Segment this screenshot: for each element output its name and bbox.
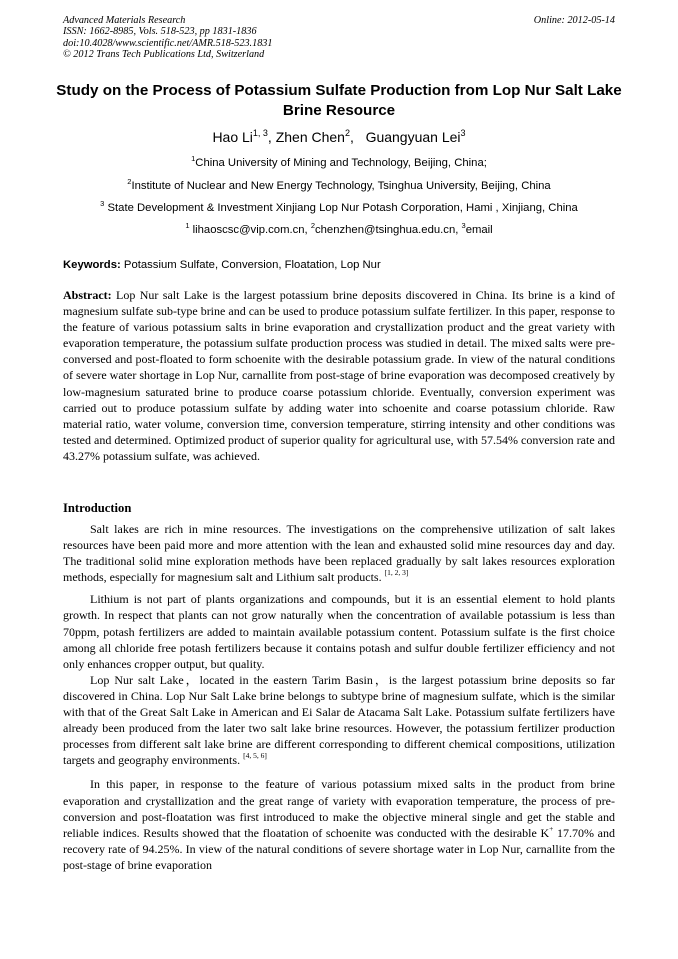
affiliation-text: Institute of Nuclear and New Energy Technology, Tsinghua University, Beijing, China (131, 180, 551, 192)
author-affiliation-mark: 2 (344, 128, 350, 138)
online-date: Online: 2012-05-14 (533, 15, 615, 26)
paragraph-text: Salt lakes are rich in mine resources. The investigations on the comprehensive utilization of salt lakes resources have been paid more and more attention with the lean and exhausted solid mine resources day and day. The traditional solid mine exploration methods have been replaced gradually by salt lakes resources exploration methods, especially for magnesium salt and Lithium salt products. (63, 522, 615, 585)
paragraph-text: Lithium is not part of plants organizations and compounds, but it is an essential element to hold plants growth. In respect that plants can not grow naturally when the concentration of available potassium is less than 70ppm, potash fertilizers are added to maintain available potassium content. Potassium sulfate is the first choice among all chloride free potash fertilizers because it contains potash and sulfur double fertilizer efficiency and not only enhances cropper output, but quality. (63, 592, 615, 671)
doi-line: doi:10.4028/www.scientific.net/AMR.518-523.1831 (63, 37, 273, 49)
affiliation-1 (60, 156, 618, 170)
paragraph (63, 521, 615, 585)
author-affiliation-mark: 3 (460, 128, 466, 138)
author-name: Guangyuan Lei (365, 129, 461, 145)
paragraph (63, 776, 615, 873)
email-mark: 3 (461, 221, 466, 230)
citation[interactable]: [1, 2, 3] (384, 568, 409, 578)
paragraph-text: Lop Nur salt Lake，located in the eastern Tarim Basin，is the largest potassium brine deposits so far discovered in China. Lop Nur Salt Lake brine belongs to subtype brine of magnesium sulfate, which is the similar with that of the Great Salt Lake in American and Ei Salar de Atacama Salt Lake. Potassium sulfate fertilizers have already been produced from the later two salt lake brine resources. However, the potassium fertilizer production processes from different salt lake brine are different corresponding to different chemical compositions, utilization targets and geography environments. (63, 672, 615, 768)
journal-header (63, 15, 615, 61)
introduction-body (63, 521, 615, 873)
email-address[interactable]: lihaoscsc@vip.com.cn, (189, 224, 311, 236)
affiliation-text: China University of Mining and Technology, Beijing, China; (195, 157, 487, 169)
author-affiliation-mark: 1, 3 (252, 128, 268, 138)
affiliation-mark: 2 (127, 177, 132, 186)
paragraph (63, 591, 615, 671)
email-line (60, 223, 618, 237)
author-name: Zhen Chen (275, 129, 345, 145)
issn-line: ISSN: 1662-8985, Vols. 518-523, pp 1831-1836 (63, 26, 257, 38)
copyright-line: © 2012 Trans Tech Publications Ltd, Switzerland (63, 49, 265, 61)
journal-name: Advanced Materials Research (63, 15, 186, 26)
affiliation-mark: 3 (100, 199, 105, 208)
affiliation-2 (60, 179, 618, 193)
paragraph-text: 17.70% and recovery rate of 94.25%. In view of the natural conditions of severe shortage water in Lop Nur, carnallite from the post-stage of brine evaporation (63, 825, 615, 872)
author-separator: , (350, 129, 358, 145)
paragraph-text: In this paper, in response to the feature of various potassium mixed salts in the product from brine evaporation and crystallization and the great range of variety with evaporation temperature, the process of pre-conversion and post-floatation was first introduced to make the objective mineral single and get the stable and reliable indices. Results showed that the floatation of schoenite was conducted with the desirable K (63, 777, 615, 840)
keywords (63, 258, 615, 272)
abstract-label: Abstract: (63, 288, 112, 302)
affiliation-mark: 1 (191, 154, 196, 163)
keywords-label: Keywords: (63, 259, 121, 271)
section-heading-introduction: Introduction (63, 501, 132, 515)
affiliation-text: State Development & Investment Xinjiang Lop Nur Potash Corporation, Hami , Xinjiang, China (104, 202, 578, 214)
author-separator: , (267, 129, 276, 145)
keywords-text: Potassium Sulfate, Conversion, Floatation, Lop Nur (120, 259, 381, 271)
paragraph (63, 672, 615, 769)
author-name: Hao Li (212, 129, 253, 145)
email-address[interactable]: chenzhen@tsinghua.edu.cn, (315, 224, 462, 236)
affiliation-3 (60, 201, 618, 215)
superscript: + (549, 823, 554, 833)
email-mark: 1 (185, 221, 190, 230)
abstract-text: Lop Nur salt Lake is the largest potassium brine deposits discovered in China. Its brine is a kind of magnesium sulfate sub-type brine and can be used to produce potassium sulfate fertilizer. In this paper, response to the feature of various potassium salts in brine evaporation and crystallization product and the great variety with evaporation temperature, the potassium sulfate production process was studied in detail. The mixed salts were pre-conversed and post-floated to form schoenite with the desirable potassium grade. In view of the natural conditions of severe water shortage in Lop Nur, carnallite from post-stage of brine evaporation was decomposed creatively by low-magnesium saturated brine to produce coarse potassium chloride. Eventually, conversion experiment was carried out to produce potassium sulfate by adding water into schoenite and coarse potassium chloride. Raw material ratio, water volume, conversion time, conversion temperature, stirring intensity and other conditions was tested and determined. Optimized product of superior quality for agricultural use, with 57.54% conversion rate and 43.27% potassium sulfate, was achieved. (63, 288, 615, 463)
paper-title: Study on the Process of Potassium Sulfate Production from Lop Nur Salt Lake Brine Resource (56, 82, 622, 119)
email-mark: 2 (310, 221, 315, 230)
author-list (60, 128, 618, 146)
abstract (63, 287, 615, 464)
citation[interactable]: [4, 5, 6] (243, 751, 267, 761)
email-address[interactable]: email (465, 224, 493, 236)
